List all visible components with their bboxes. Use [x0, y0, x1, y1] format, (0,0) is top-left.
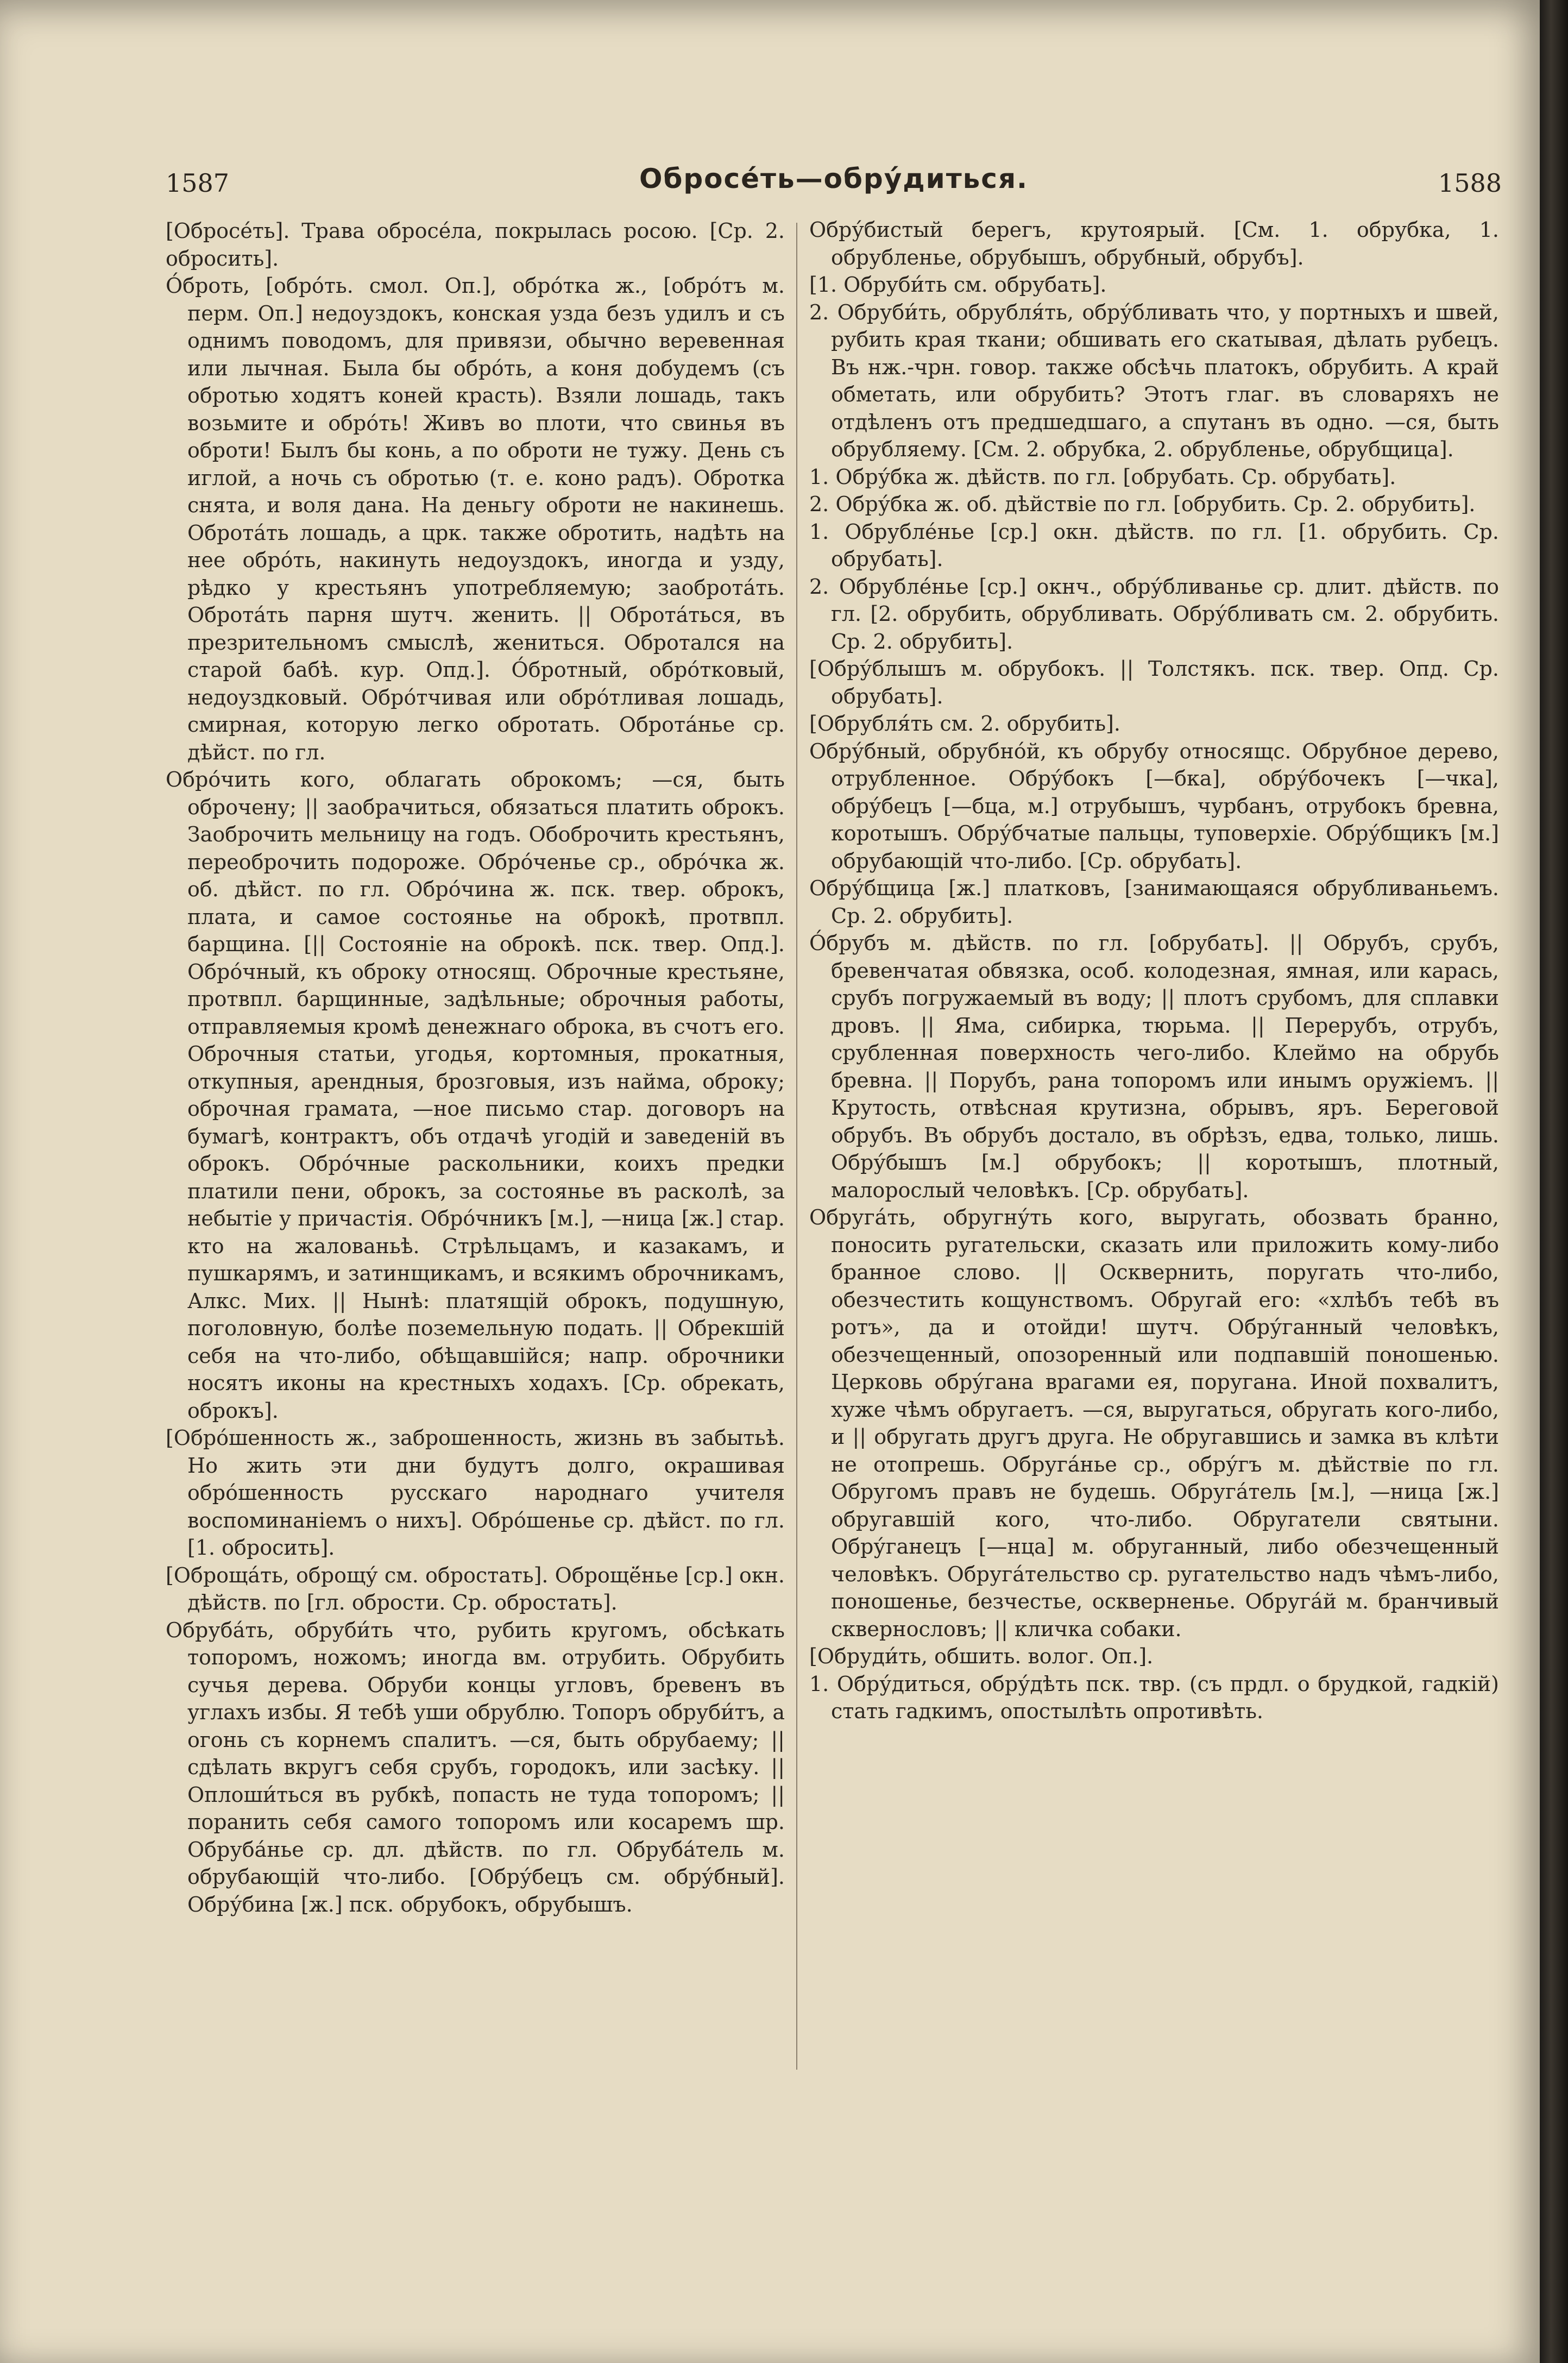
dictionary-entry: Обру́бный, обрубно́й, къ обрубу относящс. Обрубное дерево, отрубленное. Обру́бокъ [—бка], обру́бочекъ [—чка], обру́бецъ [—бца, м.] отрубышъ, чурбанъ, отрубокъ бревна, коротышъ. Обру́бчатые пальцы, туповерхіе. Обру́бщикъ [м.] обрубающій что-либо. [Ср. обрубать].	[809, 739, 1499, 873]
right-column	[809, 216, 1499, 1725]
page-header	[166, 163, 1502, 212]
dictionary-entry: 2. Обру́бка ж. об. дѣйствіе по гл. [обрубить. Ср. 2. обрубить].	[809, 492, 1476, 516]
dictionary-entry: Обру́бистый берегъ, крутоярый. [См. 1. обрубка, 1. обрубленье, обрубышъ, обрубный, обрубъ].	[809, 218, 1499, 269]
dictionary-entry: [Обро́шенность ж., заброшенность, жизнь въ забытьѣ. Но жить эти дни будутъ долго, окрашивая обро́шенность русскаго народнаго учителя воспоминаніемъ о нихъ]. Обро́шенье ср. дѣйст. по гл. [1. обросить].	[166, 1426, 785, 1560]
column-divider	[796, 223, 797, 2070]
dictionary-entry: 2. Обрубле́нье [ср.] окнч., обру́бливанье ср. длит. дѣйств. по гл. [2. обрубить, обрубливать. Обру́бливать см. 2. обрубить. Ср. 2. обрубить].	[809, 574, 1499, 653]
dictionary-entry: 1. Обру́диться, обру́дѣть пск. твр. (съ прдл. о брудкой, гадкій) стать гадкимъ, опостылѣть опротивѣть.	[809, 1671, 1499, 1723]
left-column	[166, 217, 785, 1918]
dictionary-entry: 2. Обруби́ть, обрубля́ть, обру́бливать что, у портныхъ и швей, рубить края ткани; обшивать его скатывая, дѣлать рубецъ. Въ нж.-чрн. говор. также обсѣчь платокъ, обрубить. А край обметать, или обрубить? Этотъ глаг. въ словаряхъ не отдѣленъ отъ предшедшаго, а спутанъ въ одно. —ся, быть обрубляему. [См. 2. обрубка, 2. обрубленье, обрубщица].	[809, 300, 1499, 461]
dictionary-entry: Обро́чить кого, облагать оброкомъ; —ся, быть обрoчену; || заобрачиться, обязаться платить оброкъ. Заоброчить мельницу на годъ. Обобрoчить крестьянъ, переоброчить подорожe. Обро́ченье ср., обро́чка ж. об. дѣйст. по гл. Обро́чина ж. пск. твер. оброкъ, плата, и самое состоянье на оброкѣ, протвпл. барщина. [|| Состояніе на оброкѣ. пск. твер. Опд.]. Обро́чный, къ оброку относящ. Оброчные крестьяне, протвпл. барщинные, задѣльные; оброчныя работы, отправляемыя кромѣ денежнаго оброка, въ счотъ его. Оброчныя статьи, угодья, кортомныя, прокатныя, откупныя, арендныя, брозговыя, изъ найма, оброку; оброчная грамата, —ное письмо стар. договоръ на бумагѣ, контрактъ, объ отдачѣ угодій и заведеній въ оброкъ. Обро́чные раскольники, коихъ предки платили пени, оброкъ, за состоянье въ расколѣ, за небытіе у причастія. Обро́чникъ [м.], —ница [ж.] стар. кто на жалованьѣ. Стрѣльцамъ, и казакамъ, и пушкарямъ, и затинщикамъ, и всякимъ оброчникамъ, Алкс. Мих. || Нынѣ: платящій оброкъ, подушную, поголовную, болѣе поземельную подать. || Обрекшій себя на что-либо, обѣщавшійся; напр. оброчники носятъ иконы на крестныхъ ходахъ. [Ср. обрекать, оброкъ].	[166, 768, 785, 1423]
dictionary-entry: Обруга́ть, обругну́ть кого, выругать, обозвать бранно, поносить ругательски, сказать или приложить кому-либо бранное слово. || Осквернить, поругать что-либо, обезчестить кощунствомъ. Обругай его: «хлѣбъ тебѣ въ ротъ», да и отойди! шутч. Обру́ганный человѣкъ, обезчещенный, опозоренный или подпавшій поношенью. Церковь обру́гана врагами ея, поругана. Иной похвалитъ, хуже чѣмъ обругаетъ. —ся, выругаться, обругать кого-либо, и || обругать другъ друга. Не обругавшись и замка въ клѣти не отопрешь. Обруга́нье ср., обру́гъ м. дѣйствіе по гл. Обругомъ правъ не будешь. Обруга́тель [м.], —ница [ж.] обругавшій кого, что-либо. Обругатели святыни. Обру́ганецъ [—нца] м. обруганный, либо обезчещенный человѣкъ. Обруга́тельство ср. ругательство надъ чѣмъ-либо, поношенье, безчестье, оскверненье. Обруга́й м. бранчивый сквернословъ; || кличка собаки.	[809, 1205, 1499, 1641]
dictionary-entry: [1. Обруби́ть см. обрубать].	[809, 273, 1107, 297]
running-head: Обросе́ть—обру́диться.	[639, 163, 1029, 194]
book-spine	[1540, 0, 1568, 2363]
dictionary-entry: [Обрубля́ть см. 2. обрубить].	[809, 712, 1120, 736]
dictionary-entry: [Обру́блышъ м. обрубокъ. || Толстякъ. пск. твер. Опд. Ср. обрубать].	[809, 657, 1499, 708]
dictionary-entry: Обру́бщица [ж.] платковъ, [занимающаяся обрубливаньемъ. Ср. 2. обрубить].	[809, 876, 1499, 928]
left-page-number: 1587	[166, 168, 230, 198]
dictionary-entry: О́брубъ м. дѣйств. по гл. [обрубать]. || Обрубъ, срубъ, бревенчатая обвязка, особ. колодезная, ямная, или карась, срубъ погружаемый въ воду; || плотъ срубомъ, для сплавки дровъ. || Яма, сибирка, тюрьма. || Перерубъ, отрубъ, срубленная поверхность чего-либо. Клеймо на обрубь бревна. || Порубъ, рана топоромъ или инымъ оружіемъ. || Крутость, отвѣсная крутизна, обрывъ, яръ. Береговой обрубъ. Въ обрубъ достало, въ обрѣзъ, едва, только, лишь. Обру́бышъ [м.] обрубокъ; || коротышъ, плотный, малорослый человѣкъ. [Ср. обрубать].	[809, 931, 1499, 1202]
dictionary-entry: О́брoть, [обро́ть. смол. Оп.], обро́тка ж., [обро́тъ м. перм. Оп.] недоуздокъ, конская узда безъ удилъ и съ однимъ поводомъ, для привязи, обычно веревенная или лычная. Была бы обро́ть, а коня добудемъ (съ обротью ходятъ коней красть). Взяли лошадь, такъ возьмите и обро́ть! Живъ во плоти, что свинья въ оброти! Былъ бы конь, а по оброти не тужу. День съ иглой, а ночь съ обротью (т. е. коно радъ). Обротка снята, и воля дана. На деньгу оброти не накинешь. Оброта́ть лошадь, а црк. также обротить, надѣть на нее обро́ть, накинуть недоуздокъ, иногда и узду, рѣдко у крестьянъ употребляемую; заоброта́ть. Оброта́ть парня шутч. женить. || Оброта́ться, въ презрительномъ смыслѣ, жениться. Обротался на старой бабѣ. кур. Опд.]. О́бротный, обро́тковый, недоуздковый. Обро́тчивая или обро́тливая лошадь, смирная, которую легко обротать. Оброта́нье ср. дѣйст. по гл.	[166, 274, 785, 764]
dictionary-entry: 1. Обрубле́нье [ср.] окн. дѣйств. по гл. [1. обрубить. Ср. обрубать].	[809, 519, 1499, 571]
dictionary-entry: 1. Обру́бка ж. дѣйств. по гл. [обрубать. Ср. обрубать].	[809, 464, 1396, 489]
right-page-number: 1588	[1438, 168, 1502, 198]
dictionary-entry: [Обросе́ть]. Трава обросе́ла, покрылась росою. [Ср. 2. обросить].	[166, 219, 785, 271]
dictionary-entry: [Оброщáть, оброщу́ см. обростать]. Оброщё́нье [ср.] окн. дѣйств. по [гл. обрости. Ср. обростать].	[166, 1563, 785, 1614]
dictionary-entry: Обруба́ть, обруби́ть что, рубить кругомъ, обсѣкать топоромъ, ножомъ; иногда вм. отрубить. Обрубить сучья дерева. Обруби концы угловъ, бревенъ въ углахъ избы. Я тебѣ уши обрублю. Топоръ обруби́тъ, а огонь съ корнемъ спалитъ. —ся, быть обрубаему; || сдѣлать вкругъ себя срубъ, городокъ, или засѣку. || Оплоши́ться въ рубкѣ, попасть не туда топоромъ; || поранить себя самого топоромъ или косаремъ шр. Обруба́нье ср. дл. дѣйств. по гл. Обруба́тель м. обрубающій что-либо. [Обру́бецъ см. обру́бный]. Обру́бина [ж.] пск. обрубокъ, обрубышъ.	[166, 1618, 785, 1916]
dictionary-entry: [Обруди́ть, обшить. волог. Оп.].	[809, 1644, 1154, 1668]
